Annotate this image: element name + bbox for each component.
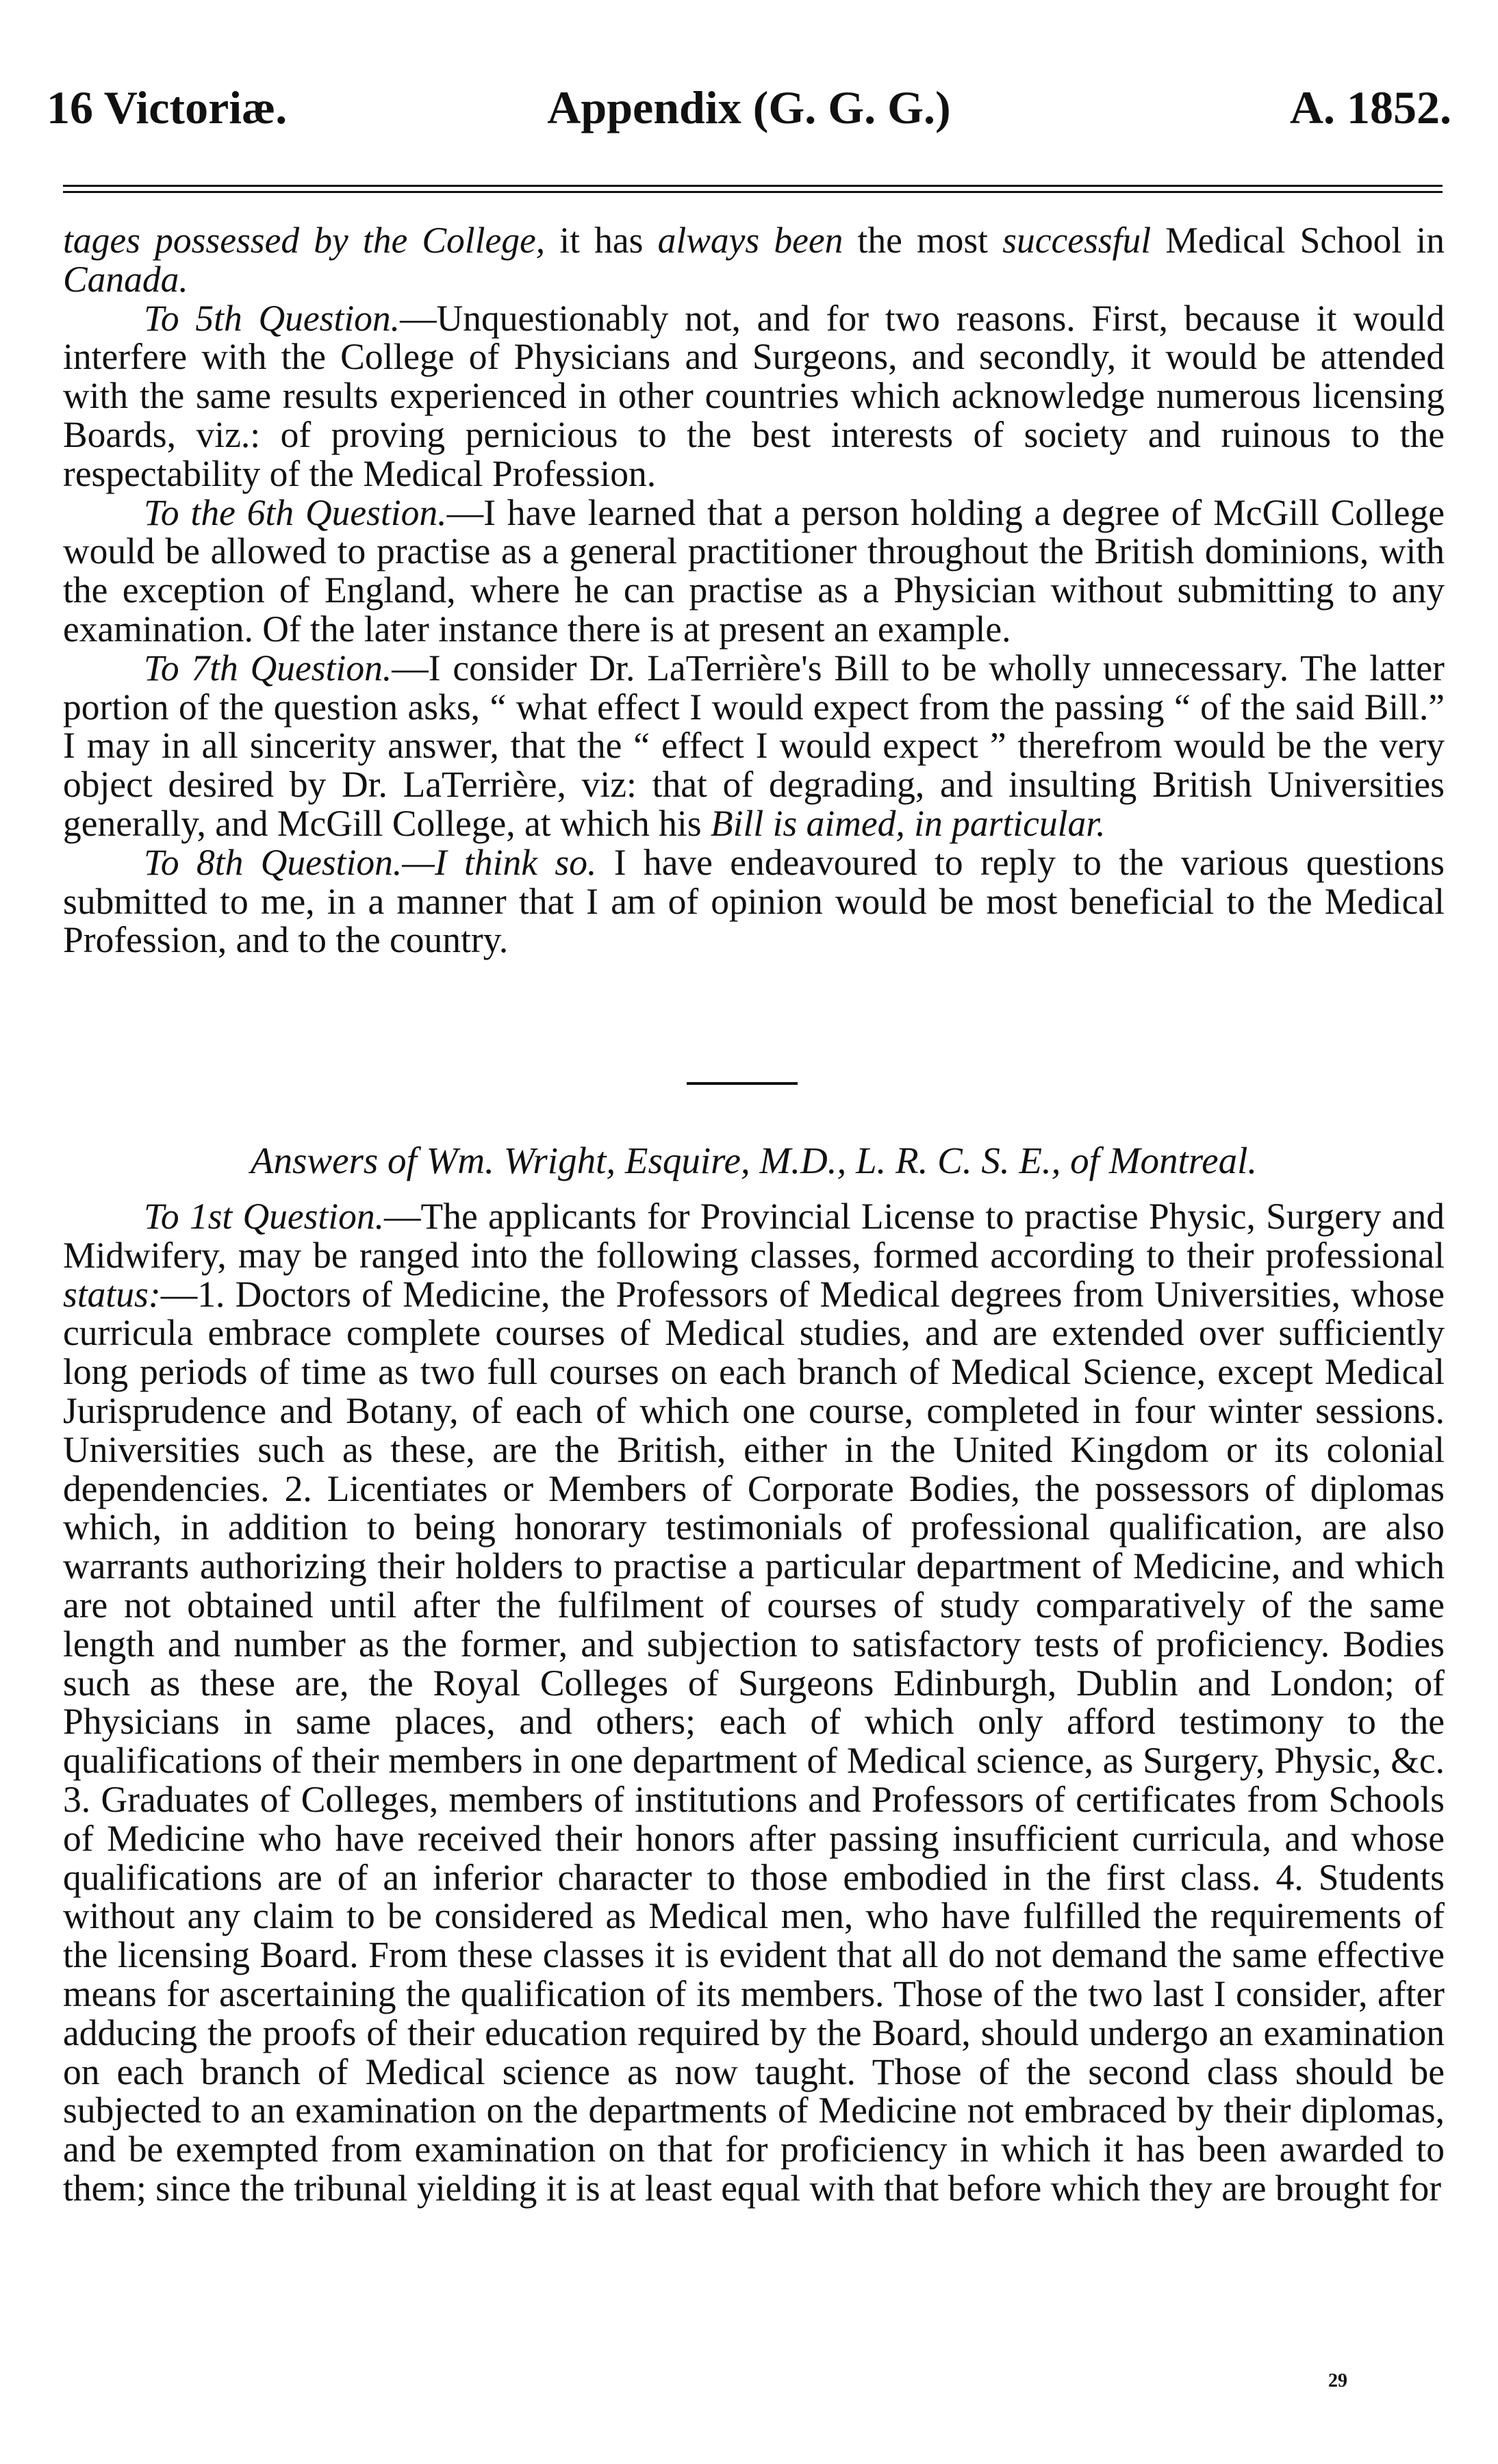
header-double-rule	[63, 185, 1443, 193]
answer-6th-question: To the 6th Question.—I have learned that a person holding a degree of McGill College would be allowed to practise as a general practitioner throughout the British dominions, with the exception of England, where he can practise as a Physician without submitting to any examination. Of the later instance there is at present an example.	[63, 491, 1445, 650]
question-label: To 7th Question.	[144, 647, 392, 689]
header-right-year: A. 1852.	[1289, 81, 1451, 133]
paragraph-continuation: tages possessed by the College, it has always been the most successful Medical School in Canada.	[63, 220, 1445, 300]
header-center-title: Appendix (G. G. G.)	[547, 81, 951, 133]
continued-answers-block	[63, 221, 1445, 960]
running-header	[47, 77, 1451, 138]
header-left-title: 16 Victoriæ.	[47, 81, 288, 133]
answer-5th-question: To 5th Question.—Unquestionably not, and for two reasons. First, because it would interfere with the College of Physicians and Surgeons, and secondly, it would be attended with the same results experienced in other countries which acknowledge numerous licensing Boards, viz.: of proving pernicious to the best interests of society and ruinous to the respectability of the Medical Profession.	[63, 297, 1445, 494]
section-divider-rule	[687, 1082, 798, 1085]
page-number: 29	[1328, 2370, 1347, 2391]
answer-1st-question: To 1st Question.—The applicants for Provincial License to practise Physic, Surgery and Midwifery, may be ranged into the following classes, formed according to their professional status:—1. Doctors of Medicine, the Professors of Medical degrees from Universities, whose curricula embrace complete courses of Medical studies, and are extended over sufficiently long periods of time as two full courses on each branch of Medical Science, except Medical Jurisprudence and Botany, of each of which one course, completed in four winter sessions. Universities such as these, are the British, either in the United Kingdom or its colonial dependencies. 2. Licentiates or Members of Corporate Bodies, the possessors of diplomas which, in addition to being honorary testimonials of professional qualification, are also warrants authorizing their holders to practise a particular department of Medicine, and which are not obtained until after the fulfilment of courses of study comparatively of the same length and number as the former, and subjection to satisfactory tests of proficiency. Bodies such as these are, the Royal Colleges of Surgeons Edinburgh, Dublin and London; of Physicians in same places, and others; each of which only afford testimony to the qualifications of their members in one department of Medical science, as Surgery, Physic, &c. 3. Graduates of Colleges, members of institutions and Professors of certificates from Schools of Medicine who have received their honors after passing insufficient curricula, and whose qualifications are of an inferior character to those embodied in the first class. 4. Students without any claim to be considered as Medical men, who have fulfilled the requirements of the licensing Board. From these classes it is evident that all do not demand the same effective means for ascertaining the qualification of its members. Those of the two last I consider, after adducing the proofs of their education required by the Board, should undergo an examination on each branch of Medical science as now taught. Those of the second class should be subjected to an examination on the departments of Medicine not embraced by their diplomas, and be exempted from examination on that for proficiency in which it has been awarded to them; since the tribunal yielding it is at least equal with that before which they are brought for	[63, 1196, 1445, 2209]
section-heading: Answers of Wm. Wright, Esquire, M.D., L. R. C. S. E., of Montreal.	[250, 1140, 1258, 1181]
answer-8th-question: To 8th Question.—I think so. I have endeavoured to reply to the various questions submitted to me, in a manner that I am of opinion would be most beneficial to the Medical Profession, and to the country.	[63, 841, 1445, 961]
wright-answers-block	[63, 1197, 1445, 2208]
answer-7th-question: To 7th Question.—I consider Dr. LaTerrière's Bill to be wholly unnecessary. The latter portion of the question asks, “ what effect I would expect from the passing “ of the said Bill.” I may in all sincerity answer, that the “ effect I would expect ” therefrom would be the very object desired by Dr. LaTerrière, viz: that of degrading, and insulting British Universities generally, and McGill College, at which his Bill is aimed, in particular.	[63, 647, 1445, 844]
question-label: To 1st Question.	[144, 1196, 385, 1237]
question-label: To the 6th Question.	[144, 491, 447, 533]
question-label: To 8th Question.—I think so.	[144, 841, 597, 883]
question-label: To 5th Question.	[144, 297, 401, 339]
